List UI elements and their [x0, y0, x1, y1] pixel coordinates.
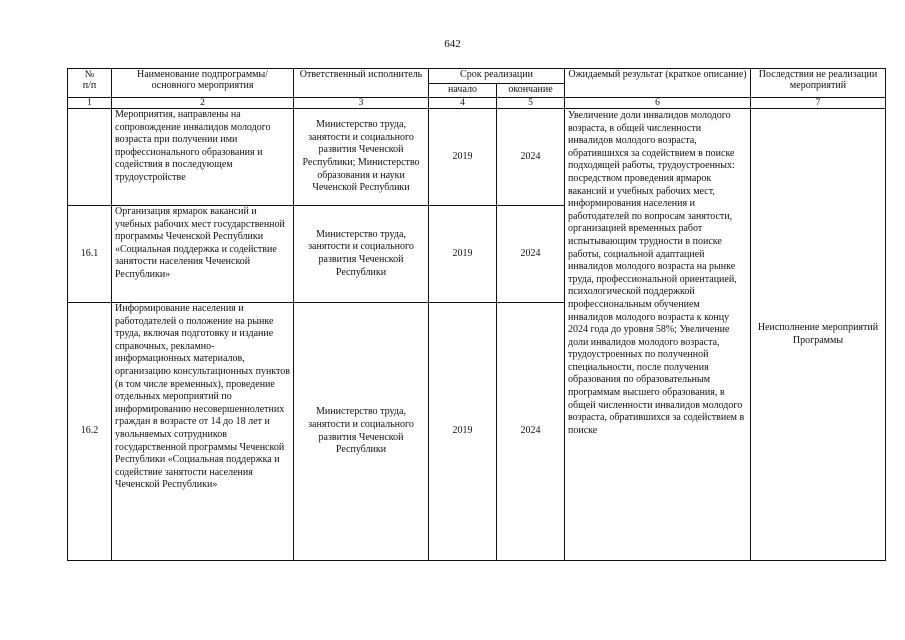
table-row — [68, 109, 886, 206]
row-responsible: Министерство труда, занятости и социального развития Чеченской Республики — [294, 303, 429, 561]
header-num: № п/п — [68, 69, 112, 98]
row-number — [68, 109, 112, 206]
row-number: 16.2 — [68, 303, 112, 561]
row-responsible: Министерство труда, занятости и социального развития Чеченской Республики; Министерство образования и науки Чеченской Республики — [294, 109, 429, 206]
consequence: Неисполнение мероприятий Программы — [751, 109, 886, 561]
column-index: 7 — [751, 98, 886, 109]
header-responsible: Ответственный исполнитель — [294, 69, 429, 98]
header-name: Наименование подпрограммы/ основного мероприятия — [112, 69, 294, 98]
row-start-year: 2019 — [429, 303, 497, 561]
row-activity-name: Мероприятия, направлены на сопровождение инвалидов молодого возраста при получении ими профессионального образования и содействия в последующем трудоустройстве — [112, 109, 294, 206]
row-end-year: 2024 — [497, 303, 565, 561]
row-activity-name: Организация ярмарок вакансий и учебных рабочих мест государственной программы Чеченской Республики «Социальная поддержка и содействие занятости населения Чеченской Республики» — [112, 206, 294, 303]
row-responsible: Министерство труда, занятости и социального развития Чеченской Республики — [294, 206, 429, 303]
row-start-year: 2019 — [429, 109, 497, 206]
column-index: 6 — [565, 98, 751, 109]
row-end-year: 2024 — [497, 206, 565, 303]
row-end-year: 2024 — [497, 109, 565, 206]
expected-result: Увеличение доли инвалидов молодого возраста, в общей численности инвалидов молодого возраста, обратившихся за содействием в поиске подходящей работы, трудоустроенных: посредством проведения ярмарок вакансий и учебных рабочих мест, информирования населения и работодателей по вопросам занятости, организацией временных работ испытывающим трудности в поиске работы, социальной адаптацией инвалидов молодого возраста на рынке труда, профессиональной ориентацией, психологической поддержкой профессиональным обучением инвалидов молодого возраста к концу 2024 года до уровня 58%; Увеличение доли инвалидов молодого возраста, трудоустроенных по полученной специальности, после получения образования по образовательным программам высшего образования, в общей численности инвалидов молодого возраста, обратившихся за содействием в поиске — [565, 109, 751, 561]
column-index: 3 — [294, 98, 429, 109]
header-end: окончание — [497, 83, 565, 98]
row-start-year: 2019 — [429, 206, 497, 303]
header-consequences: Последствия не реализации мероприятий — [751, 69, 886, 98]
row-number: 16.1 — [68, 206, 112, 303]
activities-table — [67, 68, 886, 561]
column-index-row — [68, 98, 886, 109]
column-index: 1 — [68, 98, 112, 109]
page-number: 642 — [444, 38, 461, 50]
header-start: начало — [429, 83, 497, 98]
column-index: 2 — [112, 98, 294, 109]
header-row — [68, 69, 886, 84]
header-expected: Ожидаемый результат (краткое описание) — [565, 69, 751, 98]
column-index: 4 — [429, 98, 497, 109]
column-index: 5 — [497, 98, 565, 109]
row-activity-name: Информирование населения и работодателей о положение на рынке труда, включая подготовку и издание справочных, рекламно-информационных материалов, организацию консультационных пунктов (в том числе временных), проведение отдельных мероприятий по информированию несовершеннолетних граждан в возрасте от 14 до 18 лет и увольняемых сотрудников государственной программы Чеченской Республики «Социальная поддержка и содействие занятости населения Чеченской Республики» — [112, 303, 294, 561]
header-period: Срок реализации — [429, 69, 565, 84]
